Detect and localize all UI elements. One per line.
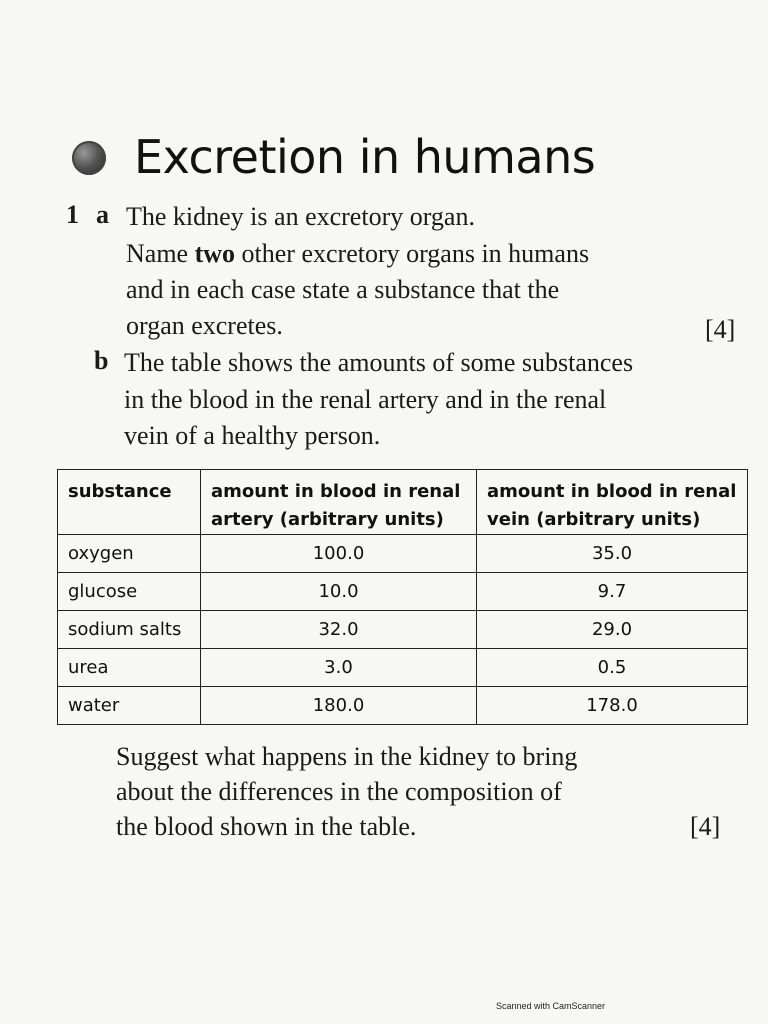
- table-cell-substance: urea: [58, 649, 201, 687]
- table-cell-substance: oxygen: [58, 535, 201, 573]
- table-cell-substance: sodium salts: [58, 611, 201, 649]
- table-cell-artery: 3.0: [201, 649, 477, 687]
- table-header-vein: amount in blood in renal vein (arbitrary units): [477, 470, 748, 535]
- substance-table: [57, 469, 748, 725]
- follow-up-line-3: the blood shown in the table.: [116, 812, 417, 841]
- table-row: [58, 611, 748, 649]
- part-b-letter: b: [94, 346, 109, 375]
- table-cell-artery: 10.0: [201, 573, 477, 611]
- emphasis-word: two: [194, 239, 236, 268]
- part-a-line-2: [126, 237, 589, 271]
- table-cell-vein: 178.0: [477, 687, 748, 725]
- table-row: [58, 535, 748, 573]
- part-a-line-4: organ excretes.: [126, 311, 283, 340]
- part-b-marks: [4]: [690, 812, 721, 841]
- table-cell-substance: glucose: [58, 573, 201, 611]
- part-b-line-2: in the blood in the renal artery and in the renal: [124, 385, 607, 414]
- question-number: 1: [66, 200, 79, 229]
- part-b-line-1: The table shows the amounts of some substances: [124, 348, 634, 377]
- part-a-line-3: and in each case state a substance that the: [126, 275, 560, 304]
- table-row: [58, 687, 748, 725]
- table-cell-vein: 0.5: [477, 649, 748, 687]
- table-row: [58, 649, 748, 687]
- table-header-substance: substance: [58, 470, 201, 535]
- follow-up-line-1: Suggest what happens in the kidney to bring: [116, 742, 578, 771]
- table-header-artery: amount in blood in renal artery (arbitrary units): [201, 470, 477, 535]
- part-a-letter: a: [96, 200, 109, 229]
- table-cell-vein: 35.0: [477, 535, 748, 573]
- table-cell-vein: 9.7: [477, 573, 748, 611]
- page-title: Excretion in humans: [134, 130, 596, 184]
- part-b-line-3: vein of a healthy person.: [124, 421, 381, 450]
- table-cell-vein: 29.0: [477, 611, 748, 649]
- table-cell-artery: 180.0: [201, 687, 477, 725]
- table-header-row: [58, 470, 748, 535]
- table-row: [58, 573, 748, 611]
- table-cell-artery: 32.0: [201, 611, 477, 649]
- scanner-watermark: Scanned with CamScanner: [496, 1001, 606, 1011]
- table-cell-substance: water: [58, 687, 201, 725]
- table-cell-artery: 100.0: [201, 535, 477, 573]
- part-a-line-1: The kidney is an excretory organ.: [126, 202, 475, 231]
- part-a-marks: [4]: [705, 315, 736, 344]
- follow-up-line-2: about the differences in the composition of: [116, 777, 562, 806]
- part-a-line-2-text: Name two other excretory organs in humans: [126, 239, 590, 268]
- section-bullet-icon: [72, 141, 106, 175]
